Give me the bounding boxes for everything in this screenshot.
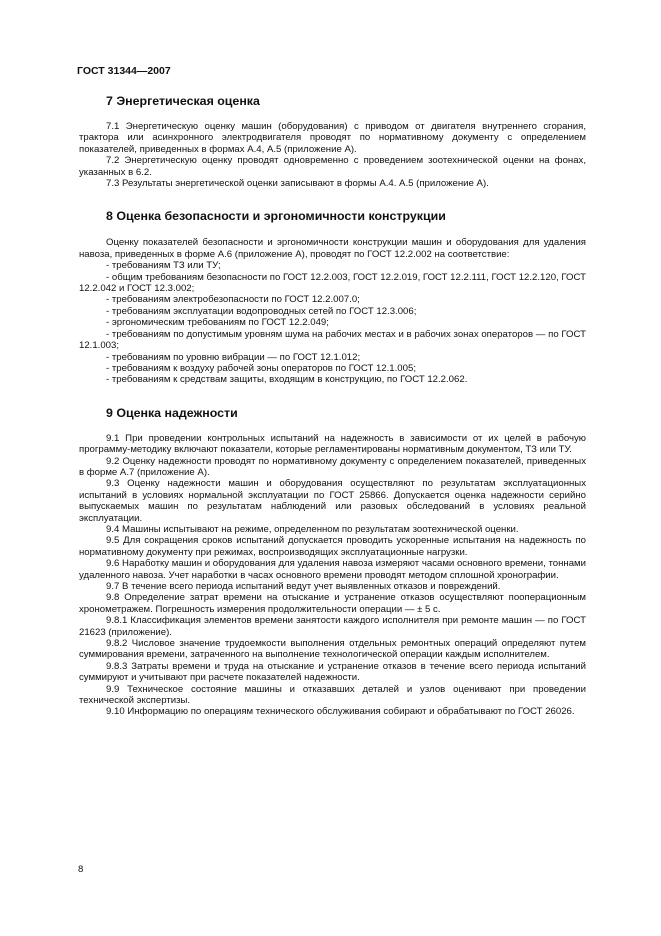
paragraph-9-5: 9.5 Для сокращения сроков испытаний допускается проводить ускоренные испытания на надежность по нормативному документу при режимах, воспроизводящих эксплуатационные нагрузки. <box>79 535 586 558</box>
list-item: - требованиям ТЗ или ТУ; <box>106 260 221 272</box>
list-item: - требованиям к воздуху рабочей зоны операторов по ГОСТ 12.1.005; <box>106 362 416 374</box>
paragraph-9-7: 9.7 В течение всего периода испытаний ведут учет выявленных отказов и повреждений. <box>106 581 501 592</box>
paragraph-9-3: 9.3 Оценку надежности машин и оборудования осуществляют по результатам эксплуатационных испытаний в условиях нормальной эксплуатации по ГОСТ 25866. Допускается оценка надежности серийно выпускаемых машин по результатам наблюдений или разовых обследований в условиях реальной эксплуатации. <box>79 478 586 524</box>
paragraph-9-8-2: 9.8.2 Числовое значение трудоемкости выполнения отдельных ремонтных операций определяют путем суммирования времени, затраченного на выполнение технологической операции каждым исполнителем. <box>79 638 586 661</box>
paragraph-9-9: 9.9 Техническое состояние машины и отказавших деталей и узлов оценивают при проведении технической экспертизы. <box>79 683 586 707</box>
list-item: - общим требованиям безопасности по ГОСТ 12.2.003, ГОСТ 12.2.019, ГОСТ 12.2.111, ГОСТ 12.2.120, ГОСТ 12.2.042 и ГОСТ 12.3.002; <box>79 271 586 295</box>
paragraph-9-8-3: 9.8.3 Затраты времени и труда на отыскание и устранение отказов в течение всего периода испытаний суммируют и учитывают при расчете показателей надежности. <box>79 660 586 684</box>
section-8-heading: 8 Оценка безопасности и эргономичности конструкции <box>106 209 446 224</box>
paragraph-9-8: 9.8 Определение затрат времени на отыскание и устранение отказов осуществляют пооперационным хронометражем. Погрешность измерения продолжительности операции — ± 5 с. <box>79 592 586 615</box>
paragraph-9-6: 9.6 Наработку машин и оборудования для удаления навоза измеряют часами основного времени, тоннами удаленного навоза. Учет наработки в часах основного времени проводят методом сплошной хронографии. <box>79 558 586 581</box>
paragraph-7-2: 7.2 Энергетическую оценку проводят одновременно с проведением зоотехнической оценки на фонах, указанных в 6.2. <box>79 155 586 178</box>
list-item: - требованиям к средствам защиты, входящим в конструкцию, по ГОСТ 12.2.062. <box>106 374 468 386</box>
paragraph-9-8-1: 9.8.1 Классификация элементов времени занятости каждого исполнителя при ремонте машин — по ГОСТ 21623 (приложение). <box>79 615 586 638</box>
list-item: - требованиям по допустимым уровням шума на рабочих местах и в рабочих зонах операторов — по ГОСТ 12.1.003; <box>79 328 586 352</box>
paragraph-7-3: 7.3 Результаты энергетической оценки записывают в формы А.4. А.5 (приложение А). <box>106 178 489 190</box>
list-item: - эргономическим требованиям по ГОСТ 12.2.049; <box>106 317 329 329</box>
page-content <box>79 82 586 718</box>
paragraph-7-1: 7.1 Энергетическую оценку машин (оборудования) с приводом от двигателя внутреннего сгорания, трактора или асинхронного электродвигателя проводят по нормативному документу с определением показателей, приведенных в формах А.4, А.5 (приложение А). <box>79 121 586 155</box>
page-number: 8 <box>78 864 84 875</box>
section-9-heading: 9 Оценка надежности <box>106 405 238 420</box>
paragraph-9-2: 9.2 Оценку надежности проводят по нормативному документу с определением показателей, приведенных в форме А.7 (приложение А). <box>79 455 586 478</box>
paragraph-9-10: 9.10 Информацию по операциям технического обслуживания собирают и обрабатывают по ГОСТ 26026. <box>106 706 575 718</box>
list-item: - требованиям электробезопасности по ГОСТ 12.2.007.0; <box>106 294 360 306</box>
paragraph-9-4: 9.4 Машины испытывают на режиме, определенном по результатам зоотехнической оценки. <box>106 523 519 535</box>
paragraph-8-intro: Оценку показателей безопасности и эргономичности конструкции машин и оборудования для удаления навоза, приведенных в форме А.6 (приложение А), проводят по ГОСТ 12.2.002 на соответствие: <box>79 237 586 260</box>
paragraph-9-1: 9.1 При проведении контрольных испытаний на надежность в зависимости от их целей в рабочую программу-методику включают показатели, которые регламентированы нормативным документом, ТЗ или ТУ. <box>79 432 586 456</box>
section-7-heading: 7 Энергетическая оценка <box>106 94 260 108</box>
document-id: ГОСТ 31344—2007 <box>77 65 171 77</box>
list-item: - требованиям по уровню вибрации — по ГОСТ 12.1.012; <box>106 351 361 363</box>
list-item: - требованиям эксплуатации водопроводных сетей по ГОСТ 12.3.006; <box>106 305 417 317</box>
